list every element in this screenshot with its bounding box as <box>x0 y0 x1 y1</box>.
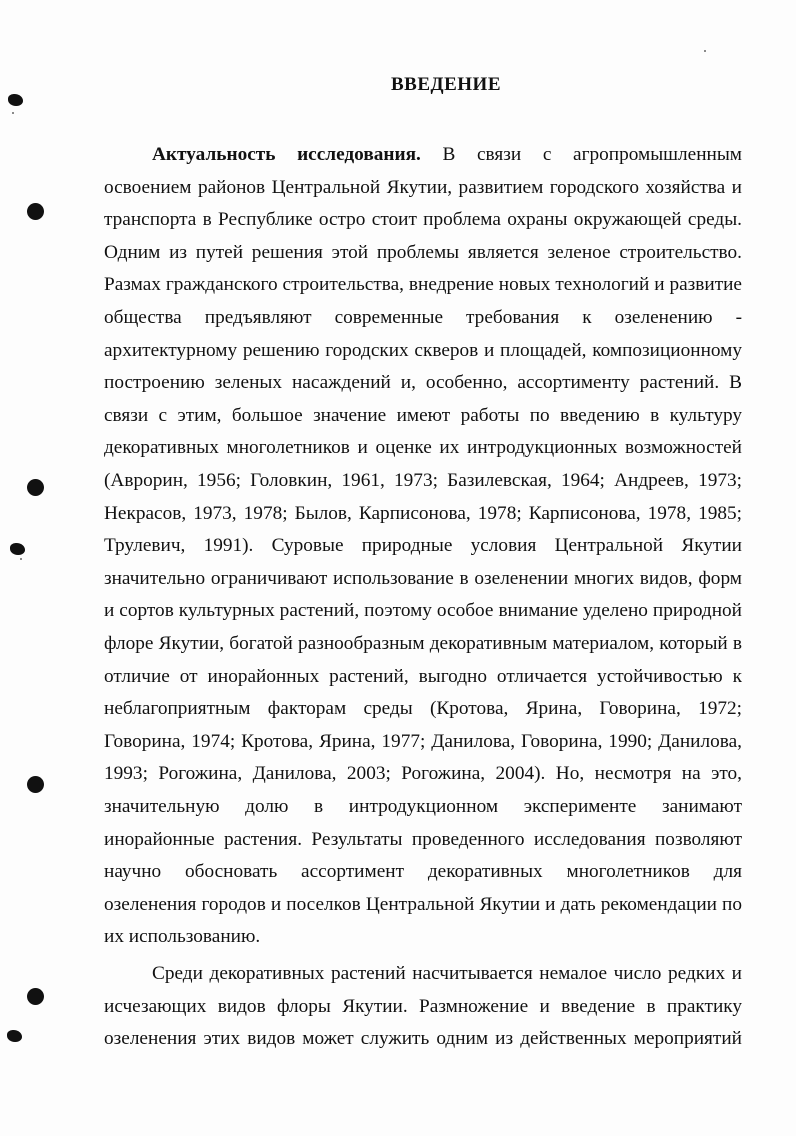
scan-speck <box>12 112 14 114</box>
paragraph-line: 1993; Рогожина, Данилова, 2003; Рогожина, 2004). Но, несмотря на это, <box>104 763 742 784</box>
punch-hole-mark <box>27 479 44 496</box>
paragraph-line: транспорта в Республике остро стоит проблема охраны окружающей среды. <box>104 209 742 230</box>
paragraph-line: и сортов культурных растений, поэтому особое внимание уделено природной <box>104 600 742 621</box>
paragraph-line: освоением районов Центральной Якутии, развитием городского хозяйства и <box>104 177 742 198</box>
paragraph-line: значительно ограничивают использование в озеленении многих видов, форм <box>104 568 742 589</box>
paragraph-line: значительную долю в интродукционном эксперименте занимают <box>104 796 742 817</box>
paragraph-line: архитектурному решению городских скверов и площадей, композиционному <box>104 340 742 361</box>
paragraph-line: Актуальность исследования. В связи с агропромышленным <box>152 144 742 165</box>
punch-hole-mark <box>27 988 44 1005</box>
paragraph-line: построению зеленых насаждений и, особенно, ассортименту растений. В <box>104 372 742 393</box>
scan-speck <box>704 50 706 52</box>
paragraph-line: озеленения городов и поселков Центральной Якутии и дать рекомендации по <box>104 894 742 915</box>
paragraph-line: озеленения этих видов может служить одним из действенных мероприятий <box>104 1028 742 1049</box>
paragraph-line: (Аврорин, 1956; Головкин, 1961, 1973; Базилевская, 1964; Андреев, 1973; <box>104 470 742 491</box>
paragraph-line: научно обосновать ассортимент декоративных многолетников для <box>104 861 742 882</box>
punch-hole-mark <box>10 543 25 555</box>
paragraph-line: неблагоприятным факторам среды (Кротова, Ярина, Говорина, 1972; <box>104 698 742 719</box>
paragraph-line: декоративных многолетников и оценке их интродукционных возможностей <box>104 437 742 458</box>
paragraph-line: Одним из путей решения этой проблемы является зеленое строительство. <box>104 242 742 263</box>
paragraph-line: их использованию. <box>104 926 261 947</box>
paragraph-line: общества предъявляют современные требования к озеленению - <box>104 307 742 328</box>
paragraph-line: Некрасов, 1973, 1978; Былов, Карписонова, 1978; Карписонова, 1978, 1985; <box>104 503 742 524</box>
paragraph-line: флоре Якутии, богатой разнообразным декоративным материалом, который в <box>104 633 742 654</box>
paragraph-line: Говорина, 1974; Кротова, Ярина, 1977; Данилова, Говорина, 1990; Данилова, <box>104 731 742 752</box>
paragraph-line: исчезающих видов флоры Якутии. Размножение и введение в практику <box>104 996 742 1017</box>
punch-hole-mark <box>27 776 44 793</box>
paragraph-line: Трулевич, 1991). Суровые природные условия Центральной Якутии <box>104 535 742 556</box>
paragraph-line: отличие от инорайонных растений, выгодно отличается устойчивостью к <box>104 666 742 687</box>
paragraph-line: Размах гражданского строительства, внедрение новых технологий и развитие <box>104 274 742 295</box>
paragraph-line: Среди декоративных растений насчитывается немалое число редких и <box>152 963 742 984</box>
scan-speck <box>20 558 22 560</box>
paragraph-line: инорайонные растения. Результаты проведенного исследования позволяют <box>104 829 742 850</box>
section-heading: ВВЕДЕНИЕ <box>391 74 501 95</box>
lead-bold-text: Актуальность исследования. <box>152 144 421 165</box>
punch-hole-mark <box>7 1030 22 1042</box>
paragraph-line: связи с этим, большое значение имеют работы по введению в культуру <box>104 405 742 426</box>
punch-hole-mark <box>27 203 44 220</box>
